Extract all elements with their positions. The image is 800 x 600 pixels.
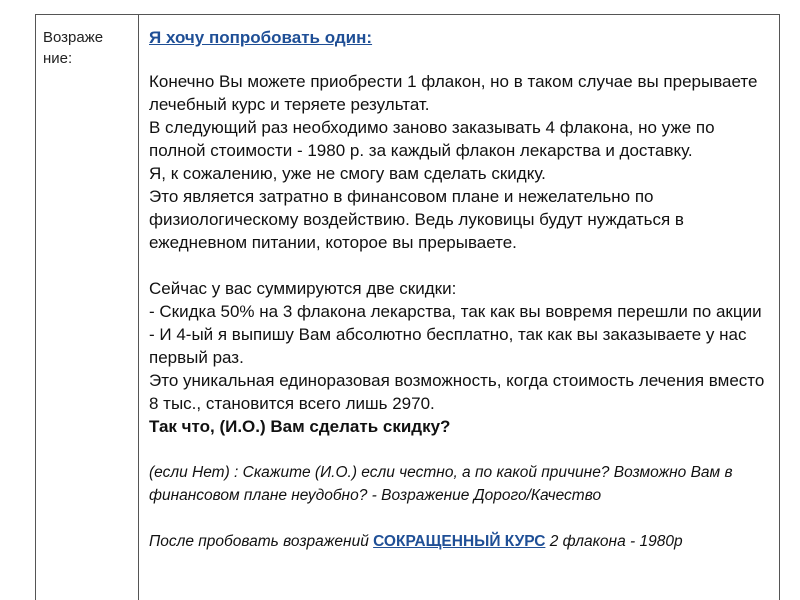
script-line: Это уникальная единоразовая возможность, когда стоимость лечения вместо 8 тыс., становится всего лишь 2970. bbox=[149, 371, 765, 413]
objection-heading: Я хочу попробовать один: bbox=[149, 28, 373, 47]
cut-off-line bbox=[149, 530, 769, 553]
paragraph-spacer bbox=[149, 438, 769, 461]
script-line: Я, к сожалению, уже не смогу вам сделать скидку. bbox=[149, 164, 546, 183]
paragraph-spacer bbox=[149, 507, 769, 530]
objection-table bbox=[35, 14, 780, 600]
script-line: В следующий раз необходимо заново заказывать 4 флакона, но уже по полной стоимости - 1980 р. за каждый флакон лекарства и доставку. bbox=[149, 118, 715, 160]
closing-question: Так что, (И.О.) Вам сделать скидку? bbox=[149, 417, 451, 436]
script-line: Конечно Вы можете приобрести 1 флакон, но в таком случае вы прерываете лечебный курс и теряете результат. bbox=[149, 72, 758, 114]
script-line: - И 4-ый я выпишу Вам абсолютно бесплатно, так как вы заказываете у нас первый раз. bbox=[149, 325, 747, 367]
italic-note: (если Нет) : Скажите (И.О.) если честно, а по какой причине? Возможно Вам в финансовом плане неудобно? - Возражение Дорого/Качество bbox=[149, 464, 733, 504]
paragraph-1 bbox=[149, 70, 769, 254]
objection-label-cell bbox=[36, 15, 139, 600]
short-course-link[interactable]: СОКРАЩЕННЫЙ КУРС bbox=[373, 533, 546, 550]
script-line: Это является затратно в финансовом плане и нежелательно по физиологическому воздействию. Ведь луковицы будут нуждаться в ежедневном питании, которое вы прерываете. bbox=[149, 187, 684, 252]
cut-line-suffix: 2 флакона - 1980р bbox=[545, 533, 683, 550]
cut-line-prefix: После пробовать возражений bbox=[149, 533, 374, 550]
script-line: Сейчас у вас суммируются две скидки: bbox=[149, 279, 457, 298]
objection-label: Возраже ние: bbox=[43, 29, 104, 67]
response-script-cell bbox=[139, 15, 779, 600]
script-line: - Скидка 50% на 3 флакона лекарства, так как вы вовремя перешли по акции bbox=[149, 302, 762, 321]
paragraph-spacer bbox=[149, 254, 769, 277]
paragraph-2 bbox=[149, 277, 769, 438]
